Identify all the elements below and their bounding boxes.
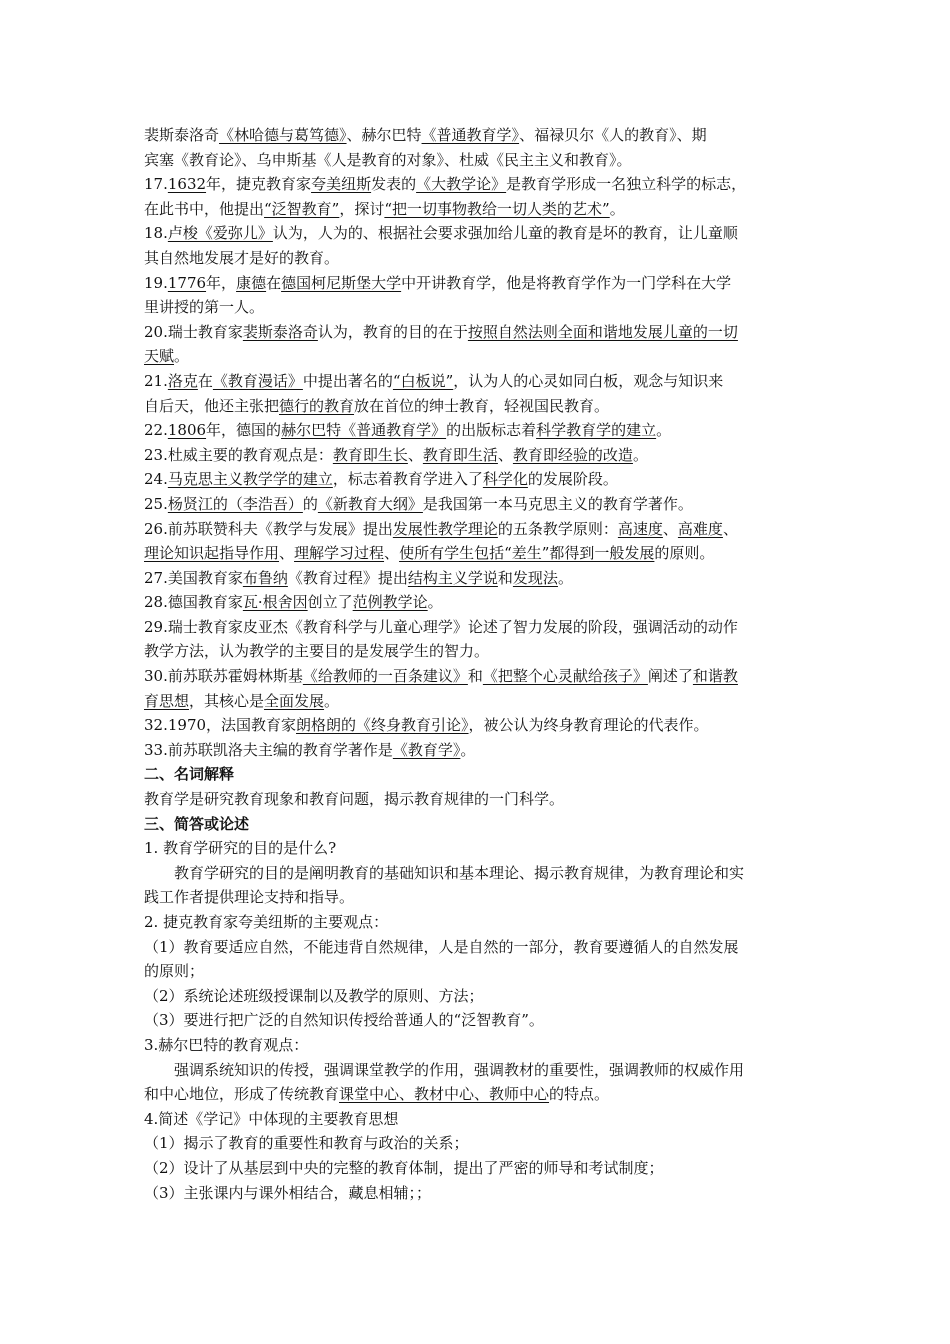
- text-run: 年，: [206, 273, 237, 292]
- text-line: [144, 394, 809, 419]
- text-run: 1. 教育学研究的目的是什么?: [144, 839, 337, 858]
- underlined-term: 朗格朗的《终身教育引论》: [296, 716, 469, 735]
- text-line: [144, 1181, 809, 1206]
- underlined-term: 《普通教育学》: [421, 126, 520, 144]
- underlined-term: 范例教学论: [352, 593, 428, 612]
- underlined-term: 全面发展: [264, 691, 325, 710]
- underlined-term: 夸美纽斯: [311, 175, 372, 194]
- underlined-term: 育思想: [144, 691, 190, 710]
- underlined-term: 教育即经验的改造: [512, 445, 633, 464]
- text-run: 28.德国教育家: [144, 593, 243, 612]
- text-line: [144, 639, 809, 664]
- text-run: （1）教育要适应自然，不能违背自然规律，人是自然的一部分，教育要遵循人的自然发展: [144, 937, 739, 956]
- text-run: 23.杜威主要的教育观点是：: [144, 445, 333, 464]
- text-run: 年，捷克教育家: [206, 175, 312, 194]
- text-run: 阐述了: [647, 667, 693, 686]
- text-line: [144, 1058, 809, 1083]
- text-run: 25.: [144, 494, 168, 513]
- text-run: 、福禄贝尔《人的教育》、期: [519, 126, 707, 144]
- underlined-term: 理解学习过程: [294, 544, 385, 563]
- text-line: [144, 1156, 809, 1181]
- text-run: 认为，教育的目的在于: [317, 322, 468, 341]
- text-run: 年，德国的: [206, 421, 282, 440]
- text-run: 、: [279, 544, 295, 563]
- text-line: [144, 172, 809, 197]
- text-line: [144, 517, 809, 542]
- text-line: [144, 492, 809, 517]
- text-run: 的: [302, 494, 318, 513]
- underlined-term: 天赋: [144, 347, 175, 366]
- text-line: [144, 935, 809, 960]
- text-line: [144, 738, 809, 763]
- text-line: [144, 123, 809, 148]
- underlined-term: 《给教师的一百条建议》: [302, 667, 468, 686]
- text-run: ，其核心是: [189, 691, 265, 710]
- text-line: [144, 861, 809, 886]
- text-run: 的五条教学原则：: [497, 519, 618, 538]
- text-line: [144, 295, 809, 320]
- text-run: 24.: [144, 470, 168, 489]
- text-run: 宾塞《教育论》、乌申斯基《人是教育的对象》、杜威《民主主义和教育》。: [144, 150, 632, 169]
- text-run: 。: [174, 347, 190, 366]
- text-run: 。: [632, 445, 648, 464]
- text-run: 教育学是研究教育现象和教育问题，揭示教育规律的一门科学。: [144, 790, 565, 809]
- text-run: 32.1970，法国教育家: [144, 716, 297, 735]
- underlined-term: 教育即生长: [332, 445, 408, 464]
- text-run: 4.简述《学记》中体现的主要教育思想: [144, 1109, 399, 1128]
- text-run: 和中心地位，形成了传统教育: [144, 1085, 340, 1104]
- text-run: ，认为人的心灵如同白板，观念与知识来: [453, 371, 724, 390]
- text-run: 发表的: [371, 175, 417, 194]
- text-line: [144, 1082, 809, 1107]
- text-run: 放在首位的绅士教育，轻视国民教育。: [354, 396, 610, 415]
- underlined-term: 和谐教: [692, 667, 738, 686]
- text-line: [144, 443, 809, 468]
- text-run: 33.前苏联凯洛夫主编的教育学著作是: [144, 740, 393, 759]
- text-run: 19.: [144, 273, 168, 292]
- text-line: [144, 689, 809, 714]
- underlined-term: 《教育学》: [392, 740, 461, 759]
- text-run: 29.瑞士教育家皮亚杰《教育科学与儿童心理学》论述了智力发展的阶段，强调活动的动作: [144, 617, 738, 636]
- text-run: 。: [656, 421, 672, 440]
- text-line: [144, 1008, 809, 1033]
- text-run: 、: [722, 519, 738, 538]
- text-line: [144, 320, 809, 345]
- text-run: （3）要进行把广泛的自然知识传授给普通人的“泛智教育”。: [144, 1011, 544, 1030]
- text-run: （3）主张课内与课外相结合，藏息相辅；；: [144, 1183, 432, 1202]
- underlined-term: 按照自然法则全面和谐地发展儿童的一切: [467, 322, 738, 341]
- underlined-term: 《把整个心灵献给孩子》: [482, 667, 648, 686]
- underlined-term: 德国柯尼斯堡大学: [281, 273, 402, 292]
- underlined-term: 1632: [167, 175, 207, 194]
- text-line: [144, 221, 809, 246]
- underlined-term: 课堂中心、教材中心、教师中心: [339, 1085, 550, 1104]
- underlined-term: 《大教学论》: [416, 175, 507, 194]
- text-run: 教育学研究的目的是阐明教育的基础知识和基本理论、揭示教育规律，为教育理论和实: [174, 863, 745, 882]
- underlined-term: 教育即生活: [422, 445, 498, 464]
- underlined-term: 瓦·根舍因: [242, 593, 308, 612]
- text-run: 《教育过程》提出: [287, 568, 408, 587]
- document-body: [144, 123, 809, 1205]
- text-run: 的原则；: [144, 962, 205, 981]
- text-run: 其自然地发展才是好的教育。: [144, 248, 340, 267]
- text-run: 21.: [144, 371, 168, 390]
- text-line: [144, 271, 809, 296]
- text-run: 30.前苏联苏霍姆林斯基: [144, 667, 303, 686]
- text-run: 自后天，他还主张把: [144, 396, 280, 415]
- text-run: 。: [427, 593, 443, 612]
- text-line: [144, 590, 809, 615]
- text-run: 的出版标志着: [446, 421, 537, 440]
- text-run: 22.: [144, 421, 168, 440]
- text-run: 是教育学形成一名独立科学的标志，: [506, 175, 747, 194]
- underlined-term: 1806: [167, 421, 207, 440]
- underlined-term: 使所有学生包括“差生”都得到一般发展: [399, 544, 655, 563]
- text-line: [144, 664, 809, 689]
- text-run: 、赫尔巴特: [346, 126, 422, 144]
- underlined-term: 高难度: [677, 519, 723, 538]
- text-line: [144, 566, 809, 591]
- text-run: （2）设计了从基层到中央的完整的教育体制，提出了严密的师导和考试制度；: [144, 1158, 664, 1177]
- underlined-term: “白板说”: [392, 371, 454, 390]
- text-run: 和: [467, 667, 483, 686]
- underlined-term: 布鲁纳: [242, 568, 288, 587]
- underlined-term: 杨贤江的（李浩吾）: [167, 494, 303, 513]
- text-run: 18.: [144, 224, 168, 243]
- text-run: 。: [324, 691, 340, 710]
- text-run: 认为，人为的、根据社会要求强加给儿童的教育是坏的教育，让儿童顺: [272, 224, 738, 243]
- text-run: 。: [460, 740, 476, 759]
- text-run: 践工作者提供理论支持和指导。: [144, 888, 355, 907]
- text-line: [144, 197, 809, 222]
- underlined-term: 科学化: [482, 470, 528, 489]
- underlined-term: 赫尔巴特《普通教育学》: [281, 421, 447, 440]
- underlined-term: 德行的教育: [279, 396, 355, 415]
- text-line: [144, 959, 809, 984]
- text-line: [144, 148, 809, 173]
- text-run: 裴斯泰洛奇: [144, 126, 220, 144]
- text-run: 中提出著名的: [302, 371, 393, 390]
- text-run: 26.前苏联赞科夫《教学与发展》提出: [144, 519, 393, 538]
- text-run: 里讲授的第一人。: [144, 298, 265, 317]
- text-run: 是我国第一本马克思主义的教育学著作。: [422, 494, 693, 513]
- text-run: 17.: [144, 175, 168, 194]
- text-run: 3.赫尔巴特的教育观点：: [144, 1035, 309, 1054]
- text-run: 2. 捷克教育家夸美纽斯的主要观点：: [144, 913, 389, 931]
- text-line: [144, 984, 809, 1009]
- text-line: [144, 418, 809, 443]
- text-run: 创立了: [307, 593, 353, 612]
- text-run: 中开讲教育学，他是将教育学作为一门学科在大学: [401, 273, 732, 292]
- underlined-term: 1776: [167, 273, 207, 292]
- text-run: 的发展阶段。: [527, 470, 618, 489]
- underlined-term: 结构主义学说: [407, 568, 498, 587]
- text-run: 强调系统知识的传授，强调课堂教学的作用，强调教材的重要性，强调教师的权威作用: [174, 1060, 745, 1079]
- text-run: （2）系统论述班级授课制以及教学的原则、方法；: [144, 986, 484, 1005]
- text-run: 和: [497, 568, 513, 587]
- text-run: 、: [407, 445, 423, 464]
- text-run: 。: [609, 199, 625, 218]
- text-run: 的特点。: [549, 1085, 610, 1104]
- text-line: [144, 787, 809, 812]
- text-line: [144, 1107, 809, 1132]
- text-run: 、: [497, 445, 513, 464]
- text-run: 20.瑞士教育家: [144, 322, 243, 341]
- text-run: 在此书中，他提出: [144, 199, 265, 218]
- text-line: [144, 910, 809, 935]
- underlined-term: 《新教育大纲》: [317, 494, 423, 513]
- underlined-term: 裴斯泰洛奇: [242, 322, 318, 341]
- text-run: 教学方法，认为教学的主要目的是发展学生的智力。: [144, 642, 490, 661]
- underlined-term: 科学教育学的建立: [536, 421, 657, 440]
- text-line: [144, 885, 809, 910]
- underlined-term: 高速度: [617, 519, 663, 538]
- text-run: 的原则。: [654, 544, 715, 563]
- underlined-term: 洛克: [167, 371, 198, 390]
- underlined-term: 卢梭《爱弥儿》: [167, 224, 273, 243]
- text-run: ，标志着教育学进入了: [332, 470, 483, 489]
- underlined-term: “把一切事物教给一切人类的艺术”: [384, 199, 610, 218]
- text-line: [144, 713, 809, 738]
- text-run: 在: [197, 371, 213, 390]
- text-run: ，被公认为终身教育理论的代表作。: [468, 716, 709, 735]
- underlined-term: “泛智教育”: [264, 199, 340, 218]
- underlined-term: 发展性教学理论: [392, 519, 498, 538]
- text-line: [144, 369, 809, 394]
- underlined-term: 《教育漫话》: [212, 371, 303, 390]
- section-heading: 二、名词解释: [144, 765, 235, 784]
- underlined-term: 理论知识起指导作用: [144, 544, 280, 563]
- underlined-term: 马克思主义教学学的建立: [167, 470, 333, 489]
- text-run: 。: [557, 568, 573, 587]
- text-run: 在: [266, 273, 282, 292]
- underlined-term: 《林哈德与葛笃德》: [219, 126, 347, 144]
- text-line: [144, 836, 809, 861]
- underlined-term: 康德: [236, 273, 267, 292]
- section-heading: 三、简答或论述: [144, 814, 250, 833]
- underlined-term: 发现法: [512, 568, 558, 587]
- text-line: [144, 344, 809, 369]
- text-line: [144, 467, 809, 492]
- text-run: 27.美国教育家: [144, 568, 243, 587]
- text-run: （1）揭示了教育的重要性和教育与政治的关系；: [144, 1134, 469, 1153]
- text-line: [144, 615, 809, 640]
- text-line: [144, 1033, 809, 1058]
- text-line: [144, 246, 809, 271]
- text-run: 、: [384, 544, 400, 563]
- text-run: ，探讨: [339, 199, 385, 218]
- text-run: 、: [662, 519, 678, 538]
- text-line: [144, 541, 809, 566]
- text-line: [144, 1131, 809, 1156]
